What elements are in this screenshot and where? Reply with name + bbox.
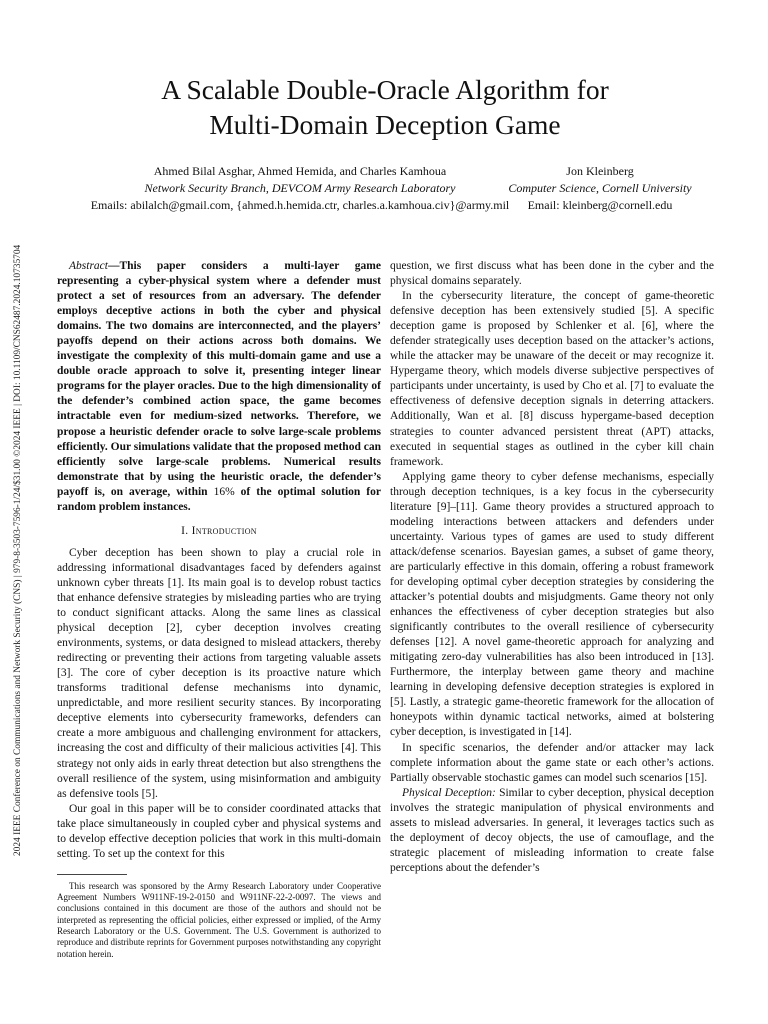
abstract-body-1: —This paper considers a multi-layer game representing a cyber-physical system where a defender must protect a set of resources from an adversary. The defender employs deceptive actions in both the cyber and physical domains. The two domains are interconnected, and the players’ payoffs depend on their actions across both domains. We investigate the complexity of this multi-domain game and use a double oracle approach to solve it, presenting integer linear programs for the player oracles. Due to the high dimensionality of the defender’s combined action space, the game becomes intractable even for medium-sized networks. Therefore, we propose a heuristic defender oracle to solve large-scale problems efficiently. Our simulations validate that the proposed method can efficiently solve large-scale problems. Numerical results demonstrate that by using the heuristic oracle, the defender’s payoff is, on average, within	[57, 260, 381, 498]
doi-sidebar-text: 2024 IEEE Conference on Communications and Network Security (CNS) | 979-8-3503-7596-1/24/$31.00 ©2024 IEEE | DOI: 10.1109/CNS62487.2024.10735704	[13, 244, 23, 856]
funding-footnote: This research was sponsored by the Army Research Laboratory under Cooperative Agreement Numbers W911NF-19-2-0150 and W911NF-22-2-0097. The views and conclusions contained in this document are those of the authors and should not be interpreted as representing the official policies, either expressed or implied, of the Army Research Laboratory or the U.S. Government. The U.S. Government is authorized to reproduce and distribute reprints for Government purposes notwithstanding any copyright notation herein.	[57, 880, 381, 959]
section-title-text: Introduction	[191, 524, 257, 537]
title-line-2: Multi-Domain Deception Game	[209, 109, 561, 140]
author-emails: Email: kleinberg@cornell.edu	[527, 198, 673, 212]
author-block-2	[500, 163, 700, 214]
footnote-divider	[57, 874, 127, 875]
title-line-1: A Scalable Double-Oracle Algorithm for	[161, 74, 609, 105]
section-number: I.	[181, 524, 189, 537]
paper-title	[60, 72, 710, 142]
author-emails: Emails: abilalch@gmail.com, {ahmed.h.hemida.ctr, charles.a.kamhoua.civ}@army.mil	[90, 198, 510, 212]
physical-deception-lead: Physical Deception:	[402, 786, 496, 799]
author-affiliation: Computer Science, Cornell University	[508, 181, 692, 195]
author-block-1	[50, 163, 550, 214]
physical-deception-body: Similar to cyber deception, physical deception involves the strategic manipulation of physical environments and assets to mislead adversaries. In general, it leverages tactics such as the deployment of decoy objects, the use of camouflage, and the strategic placement of misleading information to create false perceptions about the defender’s	[390, 786, 715, 874]
right-paragraph-1: question, we first discuss what has been done in the cyber and the physical domains separately.	[390, 260, 714, 288]
abstract-body-2: of the optimal solution for random problem instances.	[57, 485, 381, 513]
abstract-lead: Abstract	[69, 260, 108, 272]
author-affiliation: Network Security Branch, DEVCOM Army Research Laboratory	[144, 181, 456, 195]
right-paragraph-4: In specific scenarios, the defender and/or attacker may lack complete information about the game state or each other’s actions. Partially observable stochastic games can model such scenarios [15].	[390, 741, 714, 784]
right-column	[390, 259, 714, 876]
abstract	[57, 259, 381, 515]
right-paragraph-2: In the cybersecurity literature, the concept of game-theoretic defensive deception has been extensively studied [5]. A specific deception game is proposed by Schlenker et al. [6], where the defender strategically uses deception based on the attacker’s actions, while the attacker may be unaware of the deceit or may recognize it. Hypergame theory, which models diverse subjective perspectives of participants under uncertainty, is used by Cho et al. [7] to evaluate the effectiveness of defensive deception signals in deterring attackers. Additionally, Wan et al. [8] discuss hypergame-based deception strategies to counter advanced persistent threat (APT) attacks, executed in sequential stages as outlined in the cyber kill chain framework.	[390, 290, 714, 468]
intro-paragraph-1: Cyber deception has been shown to play a crucial role in addressing informational disadvantages faced by defenders against unknown cyber threats [1]. Its main goal is to develop robust tactics that enhance defensive strategies by misleading parties who are trying to conduct significant attacks. Along the same lines as classical physical deception [2], cyber deception involves creating environments, systems, or data designed to mislead attackers, thereby redirecting or preventing their actions from targeting valuable assets [3]. The core of cyber deception is its proactive nature which transforms traditional defense mechanisms into dynamic, unpredictable, and more resilient security stances. By incorporating deceptive elements into cybersecurity frameworks, defenders can create a more ambiguous and challenging environment for attackers, increasing the cost and difficulty of their malicious activities [4]. This strategy not only aids in early threat detection but also strengthens the overall resilience of the system, using misinformation and ambiguity as defensive tools [5].	[57, 546, 381, 800]
doi-sidebar	[8, 176, 28, 856]
left-column	[57, 259, 381, 960]
author-names: Jon Kleinberg	[566, 164, 634, 178]
section-heading-introduction	[57, 524, 381, 539]
author-names: Ahmed Bilal Asghar, Ahmed Hemida, and Charles Kamhoua	[153, 164, 447, 178]
right-paragraph-5	[390, 786, 714, 876]
abstract-percentage: 16%	[213, 485, 235, 498]
intro-paragraph-2: Our goal in this paper will be to consider coordinated attacks that take place simultaneously in coupled cyber and physical systems and to develop effective deception policies that work in this multi-domain setting. To set up the context for this	[57, 802, 381, 860]
right-paragraph-3: Applying game theory to cyber defense mechanisms, especially through deception techniques, is a key focus in the cybersecurity literature [9]–[11]. Game theory provides a structured approach to modeling interactions between attackers and defenders under uncertainty. Various types of games are used to study different attack/defense scenarios. Bayesian games, a subset of game theory, are particularly effective in this domain, offering a robust framework for developing optimal cyber deception strategies by considering the attacker’s potential doubts and misjudgments. Game theory not only enhances the effectiveness of cyber deception strategies but also significantly contributes to the overall resilience of cybersecurity defenses [12]. A novel game-theoretic approach for analyzing and mitigating zero-day vulnerabilities has also been introduced in [13]. Furthermore, the interplay between game theory and machine learning in developing defensive deception strategies is explored in [5]. Lastly, a strategic game-theoretic framework for the allocation of honeypots within dynamic tactical networks, aimed at bolstering cyber deception, is investigated in [14].	[390, 470, 714, 739]
